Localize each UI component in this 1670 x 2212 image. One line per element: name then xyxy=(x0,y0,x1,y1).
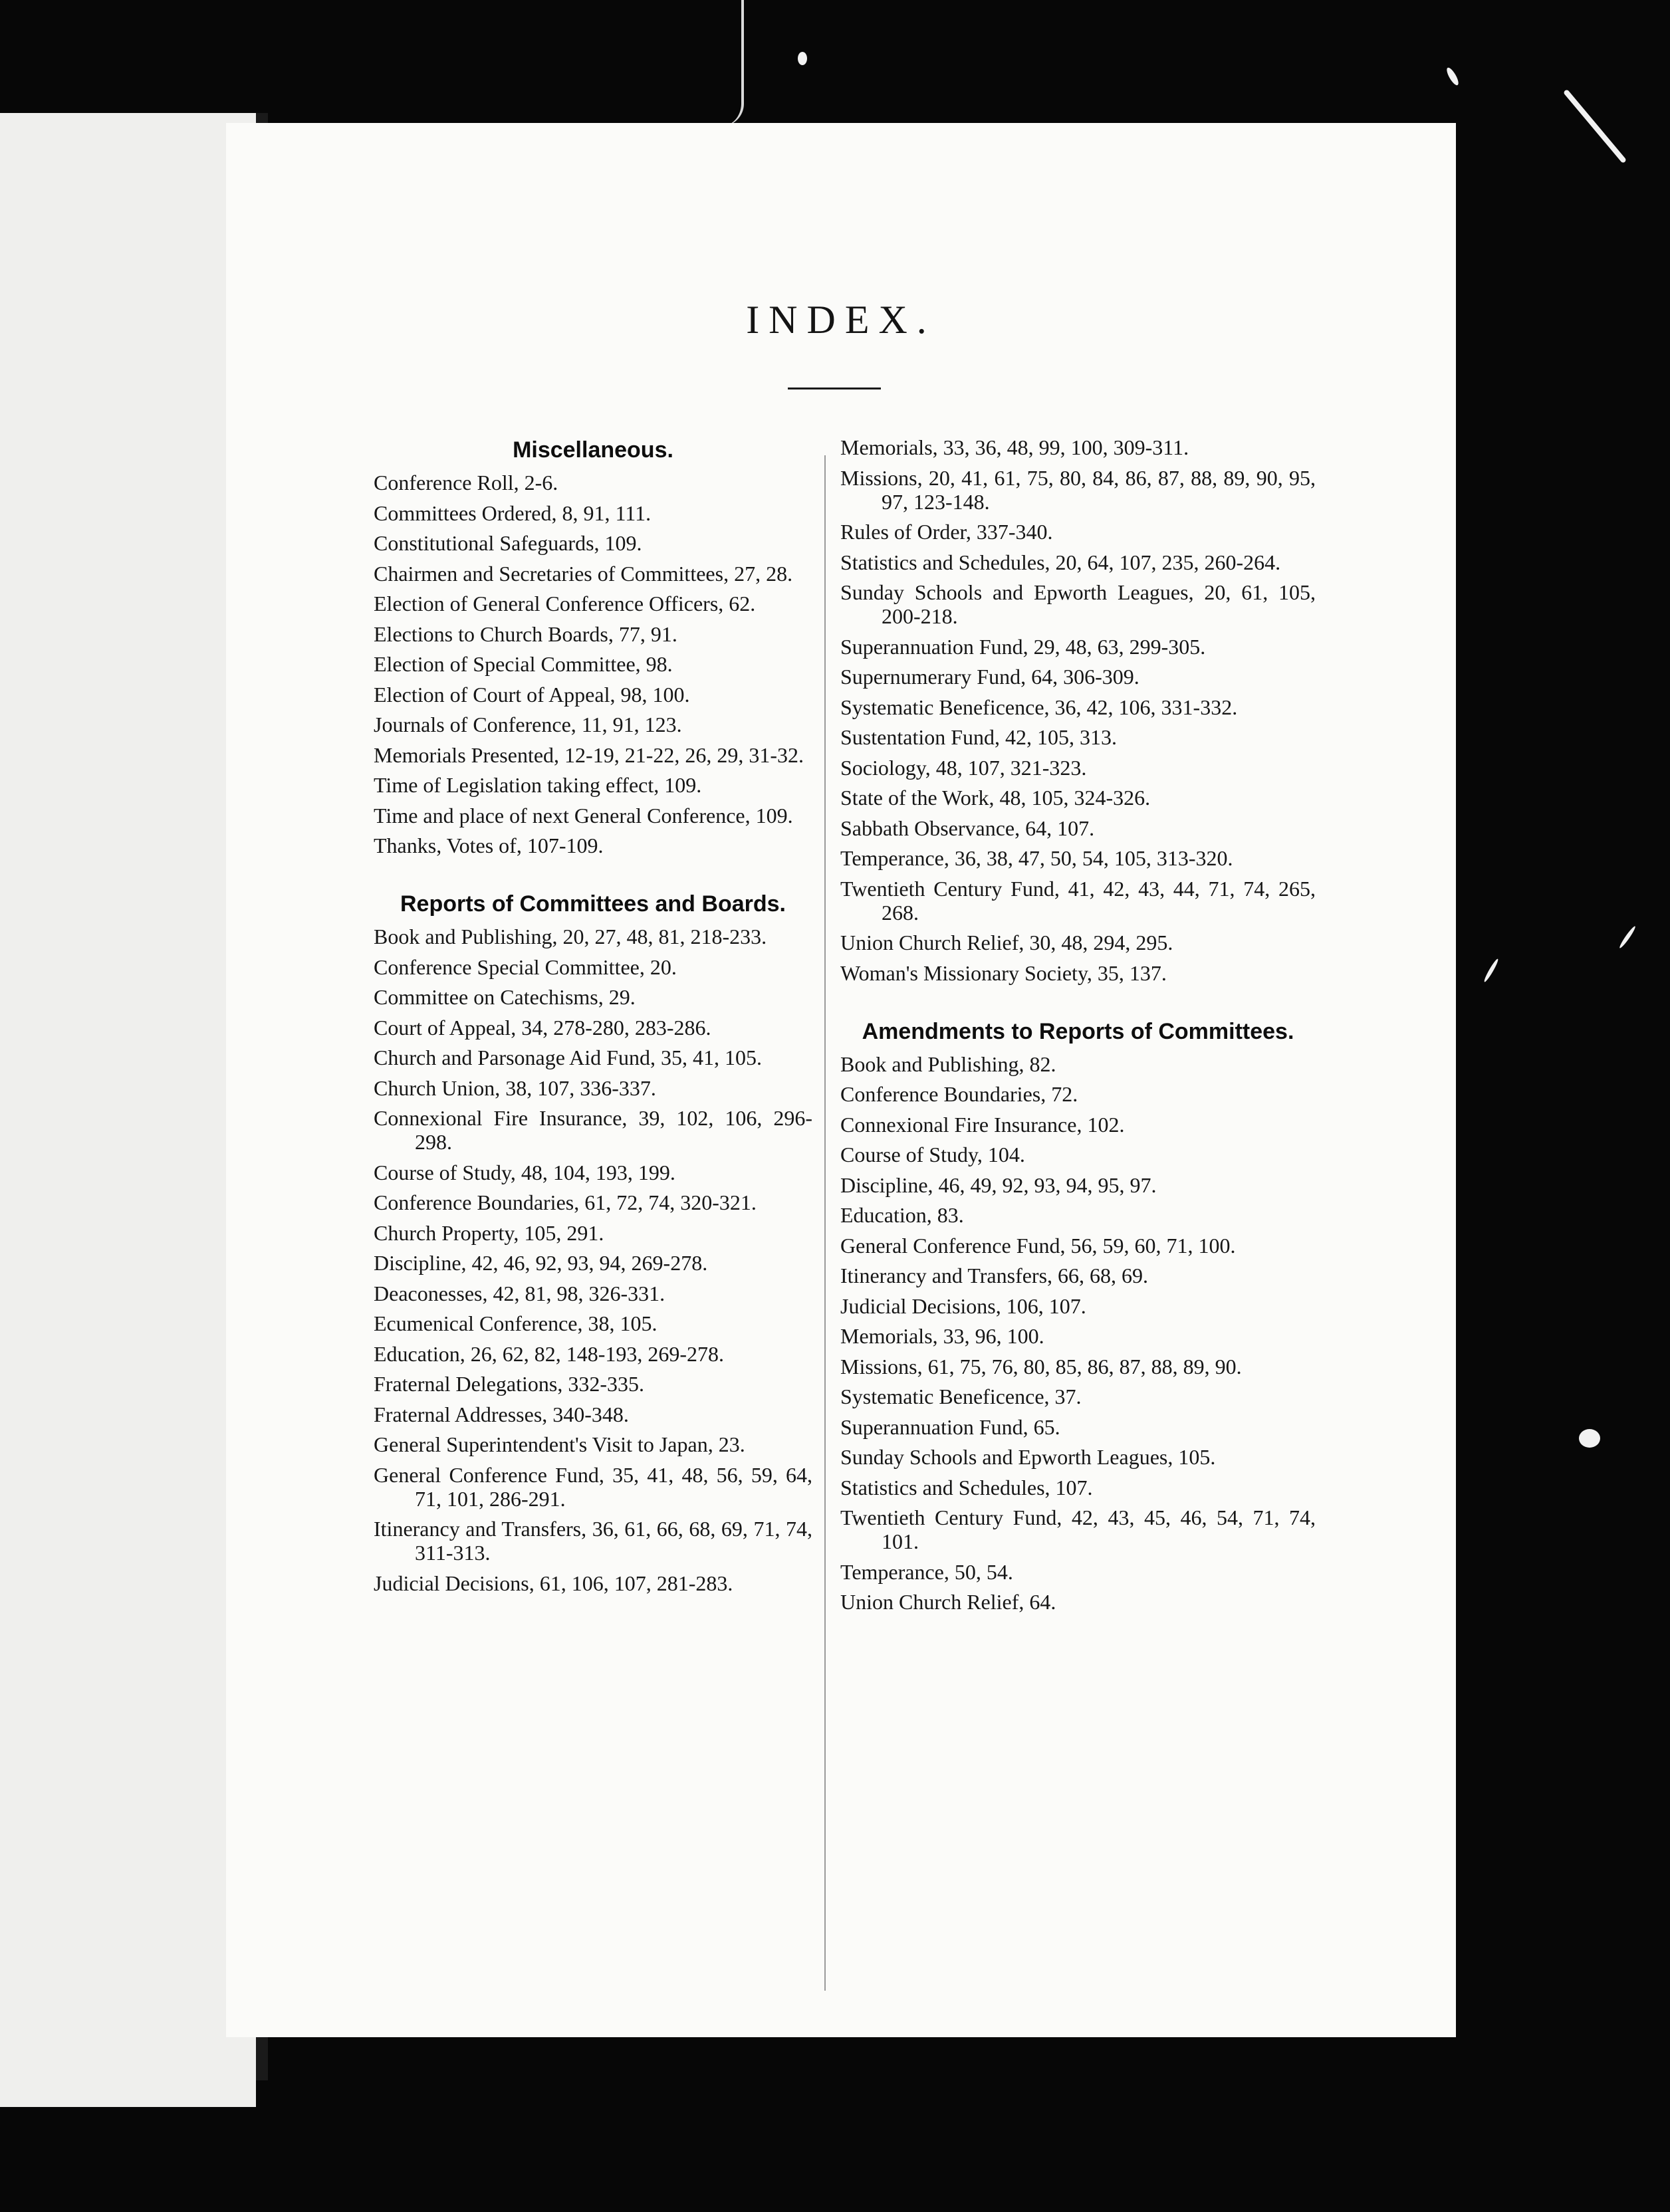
index-entry: Memorials, 33, 96, 100. xyxy=(840,1324,1044,1348)
index-entry: Thanks, Votes of, 107-109. xyxy=(374,833,604,857)
index-page xyxy=(226,123,1456,2037)
index-entry: Missions, 20, 41, 61, 75, 80, 84, 86, 87, 88, 89, 90, 95, 97, 123-148. xyxy=(840,465,1316,514)
film-speck xyxy=(1579,1429,1600,1448)
index-entry: Woman's Missionary Society, 35, 137. xyxy=(840,960,1167,985)
index-entry: Judicial Decisions, 61, 106, 107, 281-283. xyxy=(374,1571,733,1595)
index-entry: Union Church Relief, 30, 48, 294, 295. xyxy=(840,931,1173,954)
index-entry: State of the Work, 48, 105, 324-326. xyxy=(840,786,1151,810)
index-entry: Fraternal Delegations, 332-335. xyxy=(374,1372,644,1396)
index-entry: Church Property, 105, 291. xyxy=(374,1220,604,1245)
index-entry: Deaconesses, 42, 81, 98, 326-331. xyxy=(374,1281,665,1305)
left-column xyxy=(374,435,812,1601)
index-entry: General Conference Fund, 56, 59, 60, 71, 100. xyxy=(840,1233,1236,1258)
index-entry: Court of Appeal, 34, 278-280, 283-286. xyxy=(374,1015,711,1040)
adjacent-page-edge xyxy=(0,113,256,2107)
film-speck xyxy=(1563,89,1627,164)
index-entry: Book and Publishing, 82. xyxy=(840,1051,1056,1076)
index-entry: Discipline, 46, 49, 92, 93, 94, 95, 97. xyxy=(840,1172,1157,1197)
column-divider xyxy=(824,455,826,1991)
index-entry: Rules of Order, 337-340. xyxy=(840,520,1053,544)
film-speck xyxy=(1445,66,1461,87)
index-entry: Sunday Schools and Epworth Leagues, 20, 61, 105, 200-218. xyxy=(840,580,1316,628)
section-heading-amendments: Amendments to Reports of Committees. xyxy=(862,1018,1294,1044)
right-column xyxy=(840,435,1316,1620)
film-scratch xyxy=(721,0,744,126)
miscellaneous-list xyxy=(374,471,812,857)
index-entry: Course of Study, 104. xyxy=(840,1143,1025,1166)
index-entry: Chairmen and Secretaries of Committees, 27, 28. xyxy=(374,561,793,586)
index-entry: Judicial Decisions, 106, 107. xyxy=(840,1293,1086,1318)
index-entry: General Superintendent's Visit to Japan, 23. xyxy=(374,1432,745,1456)
page-title: INDEX. xyxy=(746,298,936,342)
reports-list xyxy=(374,925,812,1595)
index-entry: Itinerancy and Transfers, 66, 68, 69. xyxy=(840,1264,1149,1287)
index-entry: Church Union, 38, 107, 336-337. xyxy=(374,1075,656,1100)
index-entry: Connexional Fire Insurance, 102. xyxy=(840,1112,1125,1137)
index-entry: Itinerancy and Transfers, 36, 61, 66, 68, 69, 71, 74, 311-313. xyxy=(374,1517,812,1565)
index-entry: Temperance, 36, 38, 47, 50, 54, 105, 313-320. xyxy=(840,846,1233,870)
index-entry: Supernumerary Fund, 64, 306-309. xyxy=(840,665,1139,689)
film-speck xyxy=(798,52,807,65)
section-heading-reports: Reports of Committees and Boards. xyxy=(400,891,786,917)
index-entry: Sabbath Observance, 64, 107. xyxy=(840,816,1095,840)
index-entry: Elections to Church Boards, 77, 91. xyxy=(374,621,677,646)
index-entry: Conference Boundaries, 72. xyxy=(840,1082,1078,1106)
index-entry: Conference Roll, 2-6. xyxy=(374,471,558,495)
index-entry: Systematic Beneficence, 37. xyxy=(840,1384,1082,1408)
index-entry: Education, 83. xyxy=(840,1203,964,1227)
index-entry: Time of Legislation taking effect, 109. xyxy=(374,773,702,797)
index-entry: Statistics and Schedules, 107. xyxy=(840,1475,1093,1499)
index-entry: Union Church Relief, 64. xyxy=(840,1590,1056,1614)
index-entry: Fraternal Addresses, 340-348. xyxy=(374,1402,629,1426)
amendments-list xyxy=(840,1052,1316,1614)
index-entry: Committees Ordered, 8, 91, 111. xyxy=(374,500,652,525)
index-entry: Course of Study, 48, 104, 193, 199. xyxy=(374,1160,675,1184)
index-entry: Book and Publishing, 20, 27, 48, 81, 218-233. xyxy=(374,925,767,948)
index-entry: Ecumenical Conference, 38, 105. xyxy=(374,1311,657,1335)
index-entry: Statistics and Schedules, 20, 64, 107, 235, 260-264. xyxy=(840,550,1281,574)
index-entry: Election of Court of Appeal, 98, 100. xyxy=(374,682,690,707)
index-entry: General Conference Fund, 35, 41, 48, 56, 59, 64, 71, 101, 286-291. xyxy=(374,1462,812,1511)
index-entry: Missions, 61, 75, 76, 80, 85, 86, 87, 88, 89, 90. xyxy=(840,1354,1242,1379)
index-entry: Superannuation Fund, 29, 48, 63, 299-305. xyxy=(840,634,1206,659)
index-entry: Twentieth Century Fund, 42, 43, 45, 46, 54, 71, 74, 101. xyxy=(840,1505,1316,1553)
index-entry: Memorials, 33, 36, 48, 99, 100, 309-311. xyxy=(840,435,1189,459)
index-entry: Constitutional Safeguards, 109. xyxy=(374,531,642,555)
index-entry: Discipline, 42, 46, 92, 93, 94, 269-278. xyxy=(374,1251,708,1275)
index-entry: Election of General Conference Officers, 62. xyxy=(374,592,756,615)
title-rule xyxy=(788,387,881,389)
index-entry: Twentieth Century Fund, 41, 42, 43, 44, 71, 74, 265, 268. xyxy=(840,876,1316,925)
index-entry: Sustentation Fund, 42, 105, 313. xyxy=(840,725,1118,749)
index-entry: Memorials Presented, 12-19, 21-22, 26, 29, 31-32. xyxy=(374,742,804,767)
index-entry: Time and place of next General Conference, 109. xyxy=(374,803,793,828)
index-entry: Education, 26, 62, 82, 148-193, 269-278. xyxy=(374,1341,725,1366)
index-entry: Sunday Schools and Epworth Leagues, 105. xyxy=(840,1445,1216,1469)
index-entry: Election of Special Committee, 98. xyxy=(374,652,673,676)
index-entry: Committee on Catechisms, 29. xyxy=(374,985,636,1009)
reports-list-continued xyxy=(840,435,1316,985)
index-entry: Connexional Fire Insurance, 39, 102, 106, 296-298. xyxy=(374,1106,812,1154)
index-entry: Systematic Beneficence, 36, 42, 106, 331-332. xyxy=(840,695,1238,719)
index-entry: Church and Parsonage Aid Fund, 35, 41, 105. xyxy=(374,1046,762,1069)
index-entry: Superannuation Fund, 65. xyxy=(840,1414,1060,1439)
index-entry: Conference Special Committee, 20. xyxy=(374,954,677,979)
index-entry: Temperance, 50, 54. xyxy=(840,1559,1013,1584)
section-heading-miscellaneous: Miscellaneous. xyxy=(513,437,673,463)
index-entry: Journals of Conference, 11, 91, 123. xyxy=(374,713,682,736)
index-entry: Conference Boundaries, 61, 72, 74, 320-321. xyxy=(374,1190,757,1214)
film-speck xyxy=(1483,958,1499,983)
index-entry: Sociology, 48, 107, 321-323. xyxy=(840,755,1087,780)
film-speck xyxy=(1618,925,1637,949)
